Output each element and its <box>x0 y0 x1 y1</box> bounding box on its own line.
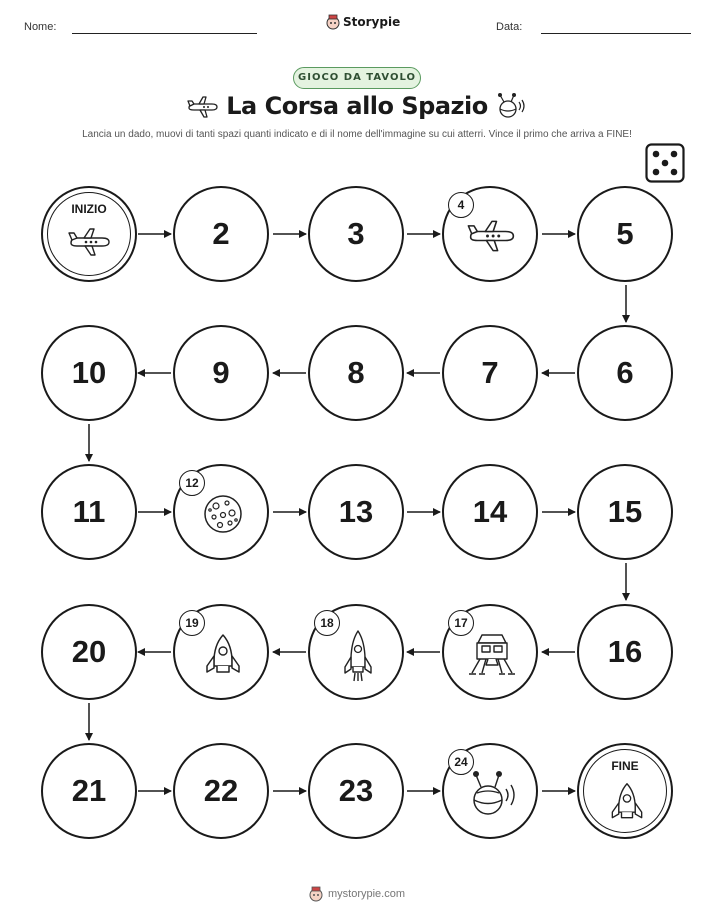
name-field[interactable] <box>72 33 257 34</box>
cell-number: 11 <box>72 494 106 529</box>
cell-number: 2 <box>212 216 230 251</box>
date-field[interactable] <box>541 33 691 34</box>
page-title: La Corsa allo Spazio <box>226 92 488 120</box>
cell-number-badge: 17 <box>448 610 474 636</box>
board-cell-8 <box>308 325 404 421</box>
satellite-icon <box>493 92 527 120</box>
satellite-icon <box>466 769 520 819</box>
cell-number-badge: 19 <box>179 610 205 636</box>
lunar-lander-icon <box>468 631 516 679</box>
board-cell-10 <box>41 325 137 421</box>
board-cell-13 <box>308 464 404 560</box>
instructions-text: Lancia un dado, muovi di tanti spazi quanti indicato e di il nome dell'immagine su cui atterri. Vince il primo che arriva a FINE! <box>82 129 632 140</box>
board-cell-11 <box>41 464 137 560</box>
brand-name: Storypie <box>343 15 401 29</box>
airplane-icon <box>67 226 113 258</box>
board-cell-3 <box>308 186 404 282</box>
cell-number: 8 <box>347 355 365 390</box>
storypie-mascot-icon <box>326 14 340 30</box>
cell-number: 3 <box>347 216 365 251</box>
cell-number: 22 <box>203 773 239 808</box>
cell-number: 15 <box>607 494 643 529</box>
end-label: FINE <box>611 759 639 773</box>
board-cell-17 <box>442 604 538 700</box>
board-cell-23 <box>308 743 404 839</box>
board-cell-22 <box>173 743 269 839</box>
board-cell-14 <box>442 464 538 560</box>
cell-number: 5 <box>616 216 634 251</box>
cell-number-badge: 18 <box>314 610 340 636</box>
board-cell-19 <box>173 604 269 700</box>
airplane-icon <box>186 95 220 119</box>
name-label: Nome: <box>24 21 57 33</box>
board-cell-24 <box>442 743 538 839</box>
cell-number: 6 <box>616 355 634 390</box>
rocket-icon <box>608 781 646 825</box>
cell-number-badge: 12 <box>179 470 205 496</box>
category-badge: GIOCO DA TAVOLO <box>293 67 421 89</box>
dice-icon <box>645 143 685 183</box>
moon-icon <box>202 493 244 535</box>
footer-url[interactable]: mystorypie.com <box>327 888 406 900</box>
board-cell-5 <box>577 186 673 282</box>
storypie-mascot-icon <box>309 886 323 902</box>
board-cell-start <box>41 186 137 282</box>
board-cell-20 <box>41 604 137 700</box>
board-cell-4 <box>442 186 538 282</box>
start-label: INIZIO <box>71 202 107 216</box>
date-label: Data: <box>496 21 523 33</box>
cell-number: 10 <box>71 355 107 390</box>
rocket-icon <box>341 629 375 683</box>
board-cell-16 <box>577 604 673 700</box>
cell-number-badge: 4 <box>448 192 474 218</box>
cell-number-badge: 24 <box>448 749 474 775</box>
board-cell-6 <box>577 325 673 421</box>
rocket-icon <box>203 632 243 680</box>
cell-number: 9 <box>212 355 230 390</box>
cell-number: 20 <box>71 634 107 669</box>
board-cell-9 <box>173 325 269 421</box>
cell-number: 23 <box>338 773 374 808</box>
board-cell-7 <box>442 325 538 421</box>
board-cell-15 <box>577 464 673 560</box>
brand-logo <box>326 14 400 30</box>
board-cell-12 <box>173 464 269 560</box>
board-cell-18 <box>308 604 404 700</box>
board-cell-2 <box>173 186 269 282</box>
board-cell-21 <box>41 743 137 839</box>
board-cell-end <box>577 743 673 839</box>
cell-number: 7 <box>481 355 499 390</box>
footer <box>0 886 714 902</box>
airplane-icon <box>466 218 518 254</box>
cell-number: 14 <box>472 494 508 529</box>
cell-number: 21 <box>71 773 107 808</box>
cell-number: 13 <box>338 494 374 529</box>
cell-number: 16 <box>607 634 643 669</box>
